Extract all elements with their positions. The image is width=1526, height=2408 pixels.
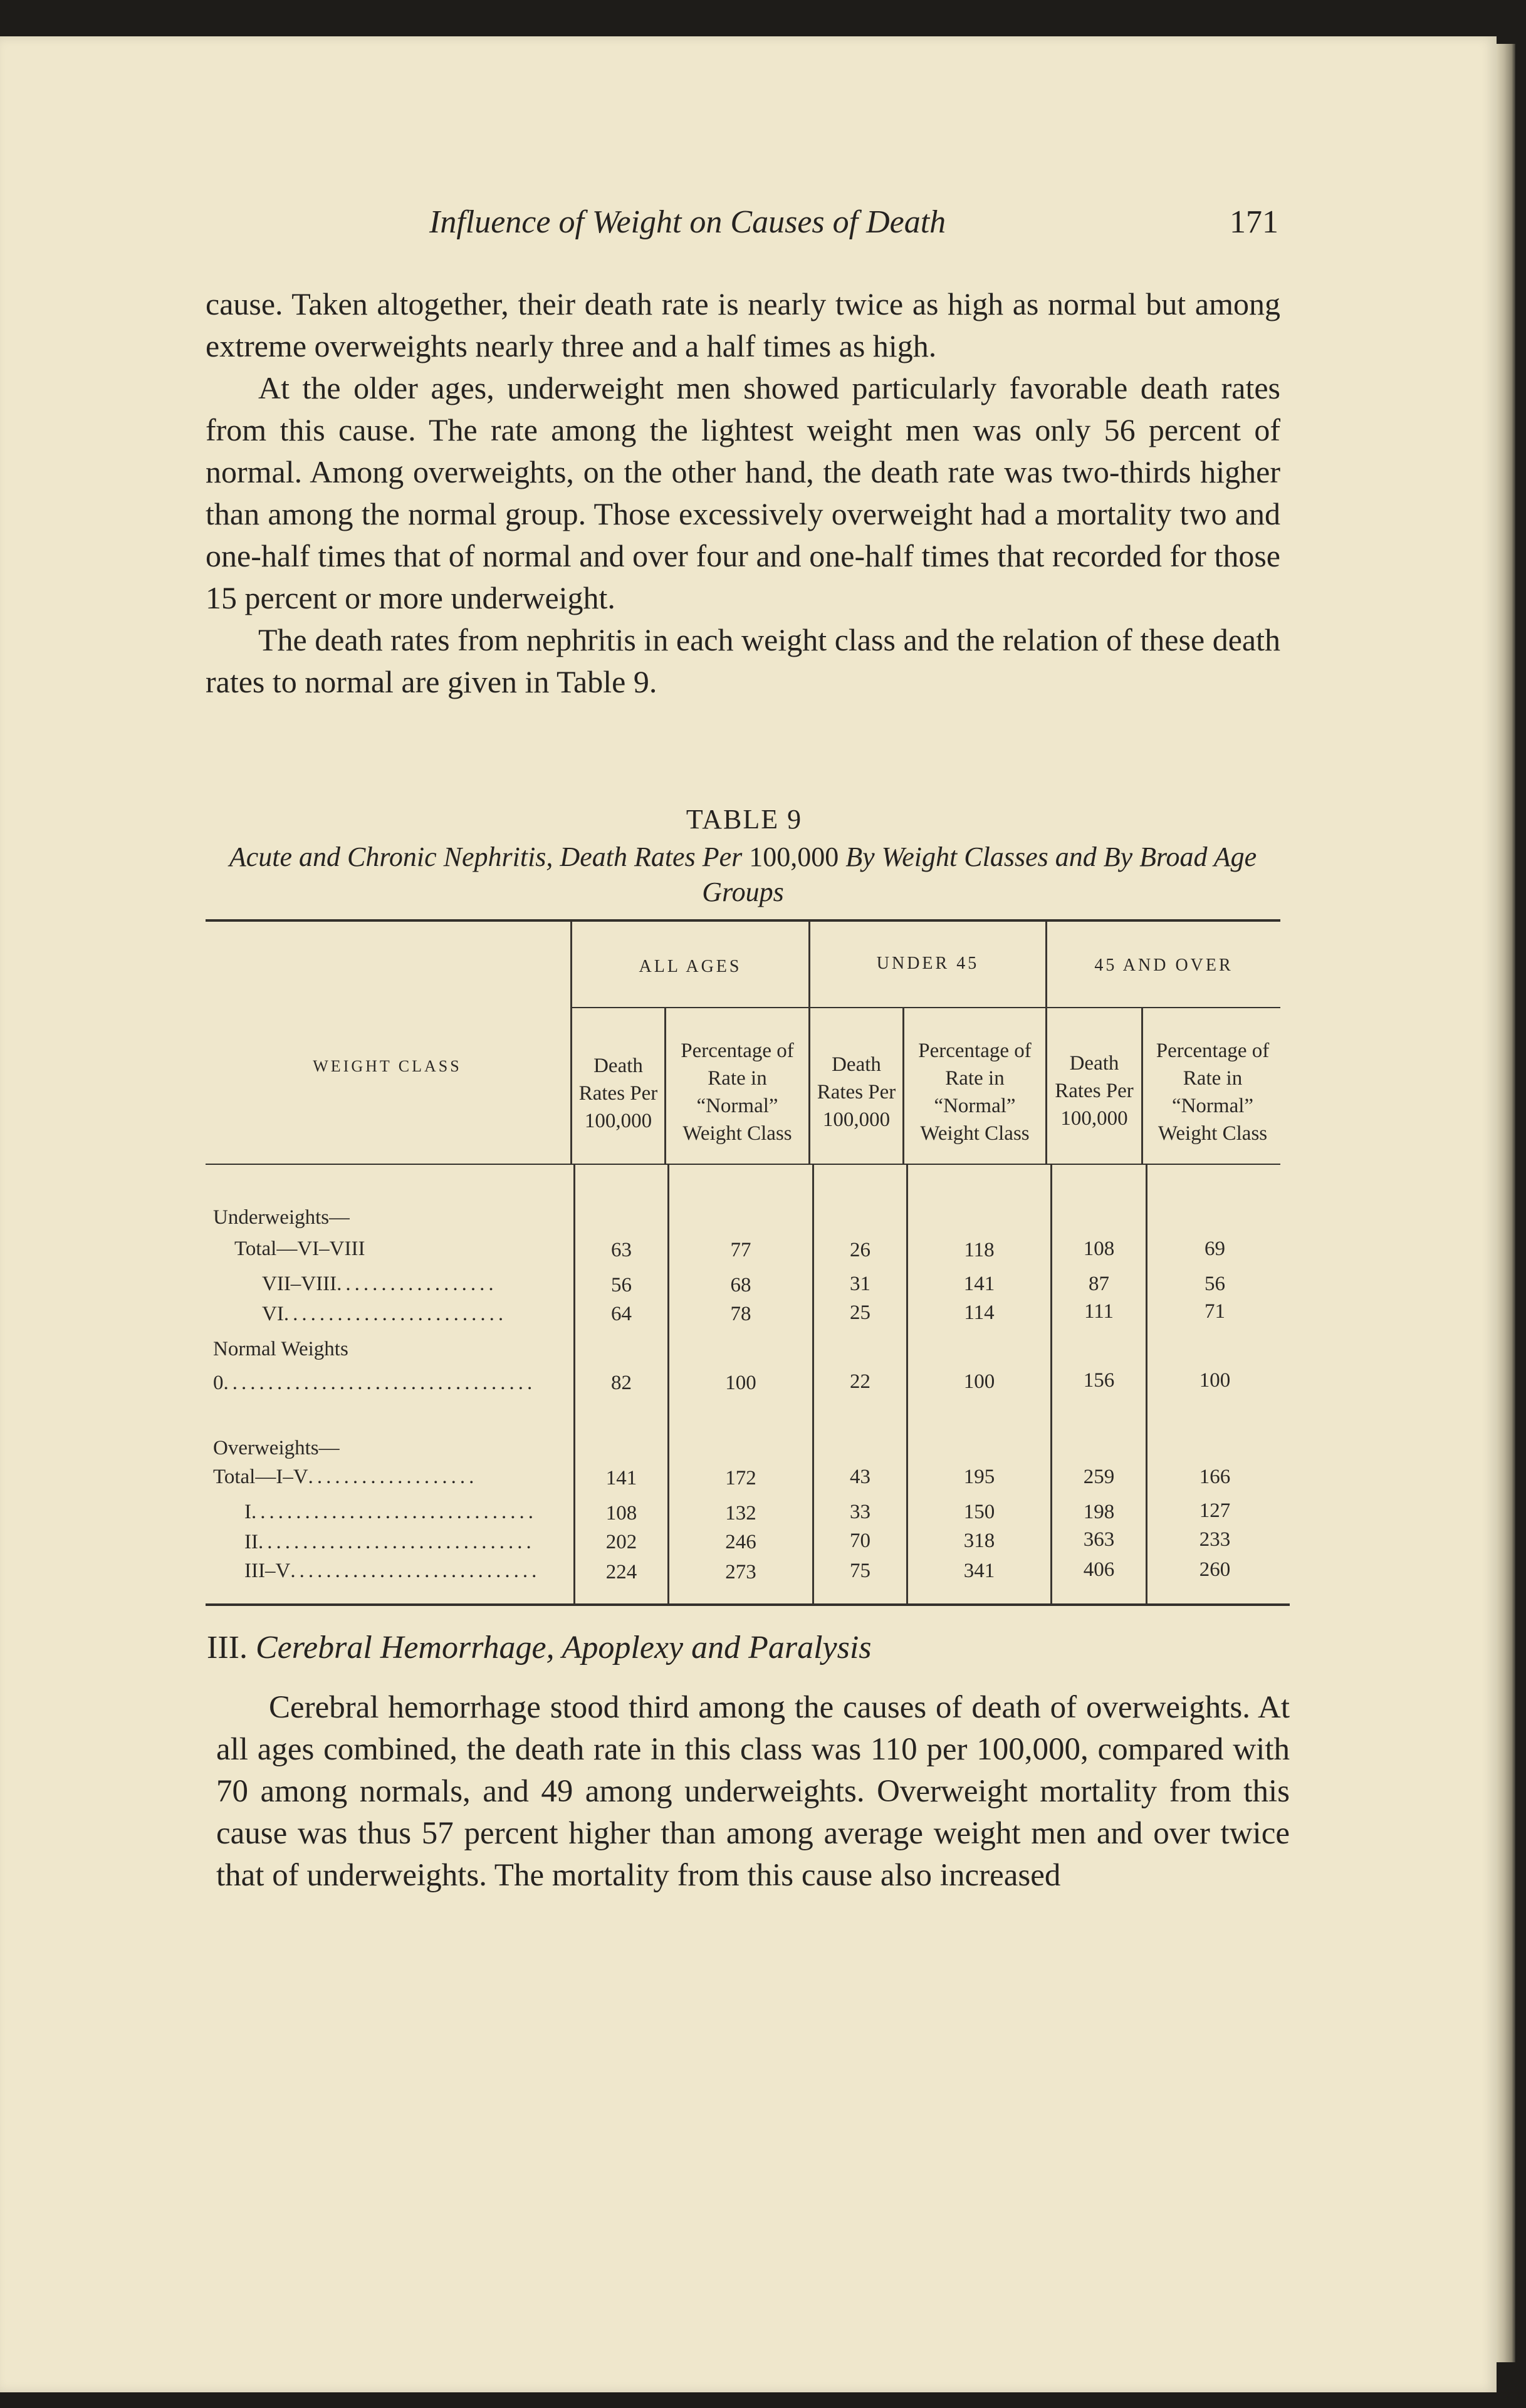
cell-0-o45-pct: 100	[1199, 1369, 1231, 1392]
group-header-45-and-over: 45 AND OVER	[1094, 956, 1233, 975]
row-label-underweights-total: Total—VI–VIII	[234, 1238, 365, 1260]
row-label-overweights: Overweights—	[213, 1437, 340, 1459]
cell-u-total-all-pct: 77	[730, 1239, 751, 1261]
cell-0-all-rate: 82	[611, 1372, 632, 1394]
row-label-normal-weights: Normal Weights	[213, 1338, 348, 1360]
row-label-ii	[244, 1531, 535, 1554]
cell-u-total-u45-pct: 118	[964, 1239, 995, 1261]
subheader-death-rates-all: Death Rates Per 100,000	[578, 1055, 658, 1132]
row-label-iii-v	[244, 1560, 540, 1583]
row-label-iii-v-text: III–V	[244, 1560, 291, 1582]
cell-u-total-o45-pct: 69	[1205, 1238, 1225, 1260]
cell-vii-viii-all-rate: 56	[611, 1274, 632, 1296]
row-label-ii-text: II	[244, 1531, 258, 1553]
cell-iii-v-u45-rate: 75	[850, 1560, 870, 1582]
row-label-vii-viii	[262, 1273, 498, 1296]
cell-ii-u45-pct: 318	[963, 1530, 995, 1552]
cell-vi-u45-pct: 114	[964, 1301, 995, 1324]
cell-iii-v-all-pct: 273	[725, 1561, 756, 1583]
body-text-top	[206, 283, 1280, 703]
cell-ii-all-pct: 246	[725, 1531, 756, 1553]
cell-0-o45-rate: 156	[1083, 1369, 1115, 1392]
row-label-vi	[262, 1303, 507, 1326]
table-caption-part-2: By Weight Classes and By Broad Age Groups	[702, 842, 1257, 907]
row-label-overweights-total	[213, 1466, 478, 1489]
subheader-percentage-over45: Percentage of Rate in “Normal” Weight Class	[1156, 1040, 1270, 1145]
cell-0-all-pct: 100	[725, 1372, 756, 1394]
leader-dots: .........................	[283, 1303, 508, 1325]
subheader-death-rates-under45: Death Rates Per 100,000	[817, 1053, 896, 1131]
table-caption-number: 100,000	[749, 842, 839, 872]
paragraph-4: Cerebral hemorrhage stood third among the causes of death of overweights. At all ages combined, the death rate in this class was 110 per 100,000, compared with 70 among normals, and 49 among underweights. Overweight mortality from this cause was thus 57 percent higher than among average weight men and over twice that of underweights. The mortality from this cause also increased	[216, 1690, 1290, 1893]
cell-vi-u45-rate: 25	[850, 1301, 870, 1324]
row-label-overweights-total-text: Total—I–V	[213, 1466, 308, 1488]
row-label-vi-text: VI	[262, 1303, 284, 1325]
cell-vi-o45-rate: 111	[1084, 1300, 1114, 1323]
cell-o-total-all-pct: 172	[725, 1467, 756, 1489]
row-label-vii-viii-text: VII–VIII	[262, 1273, 337, 1295]
row-label-0	[213, 1372, 536, 1395]
cell-u-total-all-rate: 63	[611, 1239, 632, 1261]
group-header-all-ages: ALL AGES	[639, 957, 742, 976]
cell-u-total-o45-rate: 108	[1083, 1238, 1115, 1260]
cell-ii-all-rate: 202	[605, 1531, 637, 1553]
table-caption	[206, 840, 1280, 910]
row-label-underweights: Underweights—	[213, 1206, 350, 1229]
weight-class-header: WEIGHT CLASS	[313, 1057, 462, 1075]
section-heading-numeral: III.	[207, 1630, 248, 1665]
cell-ii-o45-pct: 233	[1199, 1528, 1231, 1551]
leader-dots: ...................................	[223, 1372, 536, 1394]
cell-vi-all-pct: 78	[730, 1303, 751, 1325]
cell-vii-viii-o45-rate: 87	[1089, 1273, 1109, 1295]
section-heading	[207, 1629, 872, 1666]
cell-o-total-u45-rate: 43	[850, 1466, 870, 1488]
table-caption-part-1: Acute and Chronic Nephritis, Death Rates Per	[229, 842, 750, 872]
cell-iii-v-o45-pct: 260	[1199, 1558, 1231, 1581]
leader-dots: ..................	[337, 1273, 498, 1295]
cell-i-o45-rate: 198	[1083, 1501, 1115, 1523]
cell-o-total-all-rate: 141	[605, 1467, 637, 1489]
row-label-0-text: 0	[213, 1372, 224, 1394]
cell-i-all-rate: 108	[605, 1502, 637, 1525]
subheader-death-rates-over45: Death Rates Per 100,000	[1055, 1052, 1134, 1130]
cell-vii-viii-u45-pct: 141	[963, 1273, 995, 1295]
cell-vi-o45-pct: 71	[1205, 1300, 1225, 1323]
table-header-rule	[206, 1164, 1280, 1165]
cell-ii-o45-rate: 363	[1083, 1528, 1115, 1551]
cell-i-u45-rate: 33	[850, 1501, 870, 1523]
leader-dots: ............................	[290, 1560, 541, 1582]
cell-i-o45-pct: 127	[1199, 1499, 1231, 1522]
cell-vii-viii-u45-rate: 31	[850, 1273, 870, 1295]
cell-vii-viii-o45-pct: 56	[1205, 1273, 1225, 1295]
cell-o-total-o45-pct: 166	[1199, 1466, 1231, 1488]
cell-u-total-u45-rate: 26	[850, 1239, 870, 1261]
cell-ii-u45-rate: 70	[850, 1530, 870, 1552]
leader-dots: ...................	[308, 1466, 478, 1488]
leader-dots: ................................	[251, 1501, 537, 1523]
table-top-rule	[206, 919, 1280, 922]
paragraph-2: At the older ages, underweight men showed particularly favorable death rates from this cause. The rate among the lightest weight men was only 56 percent of normal. Among overweights, on the other hand, the death rate was two-thirds higher than among the normal group. Those excessively overweight had a mortality two and one-half times that of normal and over four and one-half times that recorded for those 15 percent or more underweight.	[206, 370, 1280, 615]
table-label: TABLE 9	[686, 804, 803, 835]
cell-iii-v-u45-pct: 341	[963, 1560, 995, 1582]
data-table	[206, 919, 1290, 1608]
cell-o-total-o45-rate: 259	[1083, 1466, 1115, 1488]
cell-0-u45-rate: 22	[850, 1370, 870, 1393]
cell-i-all-pct: 132	[725, 1502, 756, 1525]
cell-iii-v-o45-rate: 406	[1083, 1558, 1115, 1581]
running-title: Influence of Weight on Causes of Death	[429, 204, 946, 240]
section-heading-title: Cerebral Hemorrhage, Apoplexy and Paralysis	[255, 1630, 872, 1665]
cell-vii-viii-all-pct: 68	[730, 1274, 751, 1296]
subheader-percentage-under45: Percentage of Rate in “Normal” Weight Class	[918, 1040, 1032, 1145]
leader-dots: ...............................	[258, 1531, 535, 1553]
page-edge	[1497, 44, 1515, 2362]
body-text-bottom	[216, 1687, 1290, 1897]
group-header-under-45: UNDER 45	[876, 954, 980, 973]
row-label-i	[244, 1501, 537, 1524]
subheader-percentage-all: Percentage of Rate in “Normal” Weight Class	[681, 1040, 794, 1145]
paragraph-3: The death rates from nephritis in each weight class and the relation of these death rates to normal are given in Table 9.	[206, 622, 1280, 699]
table-group-rule	[570, 1007, 1280, 1008]
page-number: 171	[1230, 204, 1278, 240]
paragraph-1: cause. Taken altogether, their death rate is nearly twice as high as normal but among extreme overweights nearly three and a half times as high.	[206, 286, 1280, 363]
cell-o-total-u45-pct: 195	[963, 1466, 995, 1488]
table-bottom-rule	[206, 1603, 1290, 1606]
cell-iii-v-all-rate: 224	[605, 1561, 637, 1583]
running-head	[207, 204, 1278, 248]
row-label-i-text: I	[244, 1501, 251, 1523]
cell-vi-all-rate: 64	[611, 1303, 632, 1325]
cell-i-u45-pct: 150	[963, 1501, 995, 1523]
cell-0-u45-pct: 100	[963, 1370, 995, 1393]
